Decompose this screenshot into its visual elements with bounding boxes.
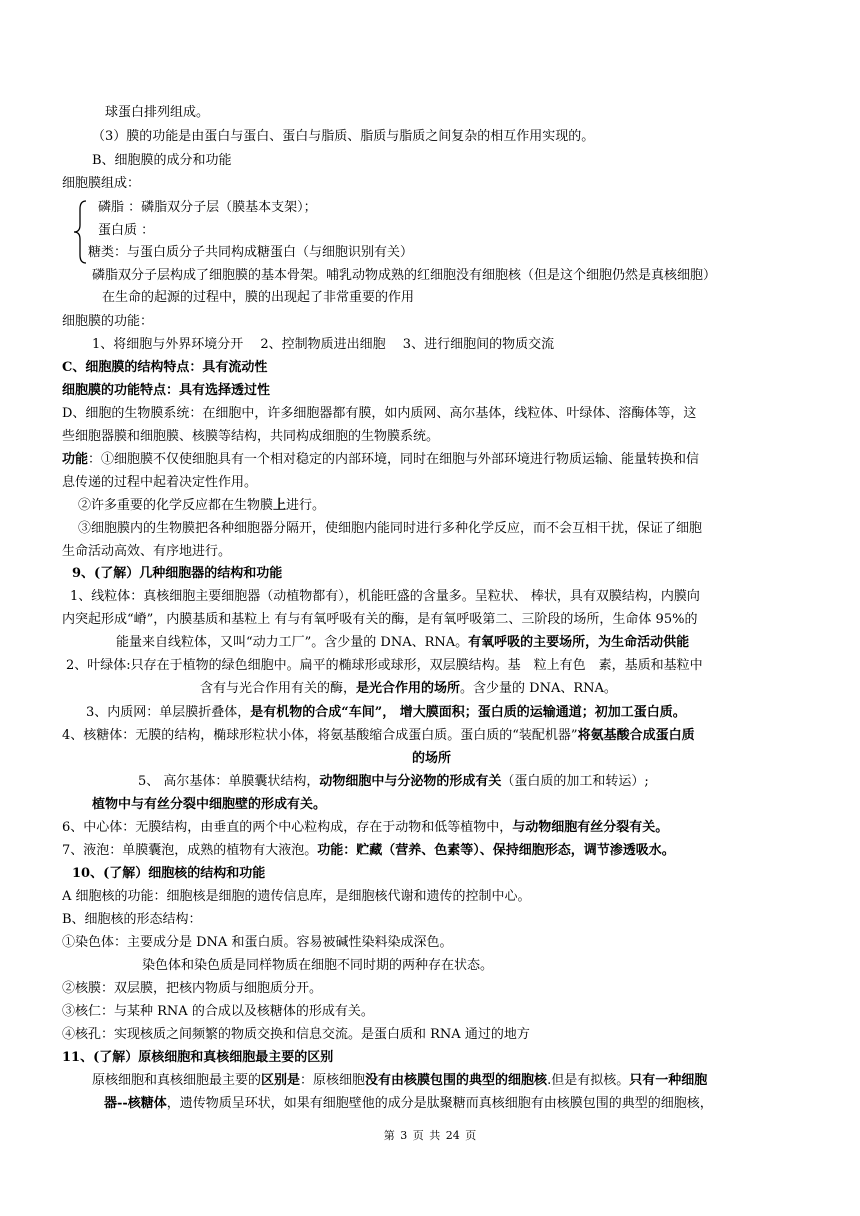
text-span: 原核细胞和真核细胞最主要的 bbox=[92, 1073, 262, 1088]
text-span: ：原核细胞 bbox=[300, 1073, 366, 1088]
text-line: 蛋白质 ： bbox=[98, 223, 155, 238]
text-line: 糖类：与蛋白质分子共同构成糖蛋白（与细胞识别有关） bbox=[88, 245, 414, 260]
text-span: 进行。 bbox=[286, 498, 326, 513]
text-line: 细胞膜的功能： bbox=[62, 314, 154, 329]
section-heading: 11、(了解）原核细胞和真核细胞最主要的区别 bbox=[62, 1050, 334, 1065]
text-line: 1、线粒体：真核细胞主要细胞器（动植物都有），机能旺盛的含量多。呈粒状、 棒状，具有双膜结构，内膜向 bbox=[70, 589, 700, 604]
left-brace-icon bbox=[72, 199, 88, 265]
section-heading: 细胞膜的功能特点：具有选择透过性 bbox=[62, 383, 271, 398]
bold-span: 与动物细胞有丝分裂有关。 bbox=[512, 820, 669, 835]
text-line bbox=[62, 726, 695, 746]
text-line: ③核仁：与某种 RNA 的合成以及核糖体的形成有关。 bbox=[62, 1004, 374, 1019]
text-span: 6、中心体：无膜结构，由垂直的两个中心粒构成，存在于动物和低等植物中， bbox=[62, 820, 513, 835]
text-span: （蛋白质的加工和转运）; bbox=[501, 774, 649, 789]
text-line: 息传递的过程中起着决定性作用。 bbox=[62, 475, 258, 490]
text-line: A 细胞核的功能：细胞核是细胞的遗传信息库，是细胞核代谢和遗传的控制中心。 bbox=[62, 889, 531, 904]
text-line: ③细胞膜内的生物膜把各种细胞器分隔开，使细胞内能同时进行多种化学反应，而不会互相干扰，保证了细胞 bbox=[78, 521, 703, 536]
text-line: 球蛋白排列组成。 bbox=[105, 105, 210, 120]
section-heading: 10、(了解）细胞核的结构和功能 bbox=[72, 866, 266, 881]
text-line bbox=[138, 772, 649, 792]
text-line: ①染色体：主要成分是 DNA 和蛋白质。容易被碱性染料染成深色。 bbox=[62, 935, 453, 950]
text-line: 些细胞器膜和细胞膜、核膜等结构，共同构成细胞的生物膜系统。 bbox=[62, 429, 440, 444]
text-line: B、细胞核的形态结构： bbox=[62, 912, 202, 927]
text-line: B、细胞膜的成分和功能 bbox=[92, 153, 232, 168]
text-line bbox=[86, 703, 686, 723]
bold-span: 是光合作用的场所 bbox=[356, 681, 461, 696]
text-line: 磷脂 ：磷脂双分子层（膜基本支架）； bbox=[98, 200, 317, 215]
text-span: 3、内质网：单层膜折叠体， bbox=[86, 705, 251, 720]
text-span: 。含少量的 DNA、RNA。 bbox=[460, 681, 617, 696]
text-line: 磷脂双分子层构成了细胞膜的基本骨架。哺乳动物成熟的红细胞没有细胞核（但是这个细胞仍然是真核细胞） bbox=[92, 268, 717, 283]
text-line: 2、叶绿体:只存在于植物的绿色细胞中。扁平的椭球形或球形，双层膜结构。基 粒上有色 素，基质和基粒中 bbox=[66, 658, 703, 673]
text-span: ②许多重要的化学反应都在生物膜 bbox=[78, 498, 274, 513]
text-line: 细胞膜组成： bbox=[62, 176, 141, 191]
text-line: 的场所 bbox=[412, 751, 452, 766]
text-line: ④核孔：实现核质之间频繁的物质交换和信息交流。是蛋白质和 RNA 通过的地方 bbox=[62, 1027, 530, 1042]
bold-span: 是有机物的合成“车间”， 增大膜面积；蛋白质的运输通道；初加工蛋白质。 bbox=[250, 705, 686, 720]
bold-span: 功能：贮藏（营养、色素等）、保持细胞形态，调节渗透吸水。 bbox=[317, 843, 675, 858]
text-span: 7、液泡：单膜囊泡，成熟的植物有大液泡。 bbox=[62, 843, 318, 858]
text-line: D、细胞的生物膜系统：在细胞中，许多细胞器都有膜，如内质网、高尔基体，线粒体、叶绿体、溶酶体等，这 bbox=[62, 406, 697, 421]
bold-span: 器--核糖体 bbox=[104, 1096, 167, 1111]
text-line bbox=[104, 1094, 713, 1114]
bold-span: 动物细胞中与分泌物的形成有关 bbox=[319, 774, 502, 789]
text-span: .但是有拟核。 bbox=[547, 1073, 630, 1088]
text-line bbox=[92, 1071, 707, 1091]
text-line bbox=[78, 496, 325, 516]
bold-span: 没有由核膜包围的典型的细胞核 bbox=[365, 1073, 548, 1088]
text-line: 在生命的起源的过程中，膜的出现起了非常重要的作用 bbox=[102, 290, 415, 305]
section-heading: 9、(了解）几种细胞器的结构和功能 bbox=[72, 566, 283, 581]
text-line bbox=[116, 633, 689, 653]
text-span: 4、核糖体：无膜的结构，椭球形粒状小体，将氨基酸缩合成蛋白质。蛋白质的“装配机器” bbox=[62, 728, 578, 743]
section-heading: C、细胞膜的结构特点：具有流动性 bbox=[62, 360, 268, 375]
total-page-number: 24 bbox=[445, 1129, 460, 1142]
bold-label: 功能 bbox=[62, 452, 89, 467]
text-span: ，遗传物质呈环状，如果有细胞壁他的成分是肽聚糖而真核细胞有由核膜包围的典型的细胞核， bbox=[166, 1096, 713, 1111]
text-line bbox=[200, 679, 617, 699]
text-line: （3）膜的功能是由蛋白与蛋白、蛋白与脂质、脂质与脂质之间复杂的相互作用实现的。 bbox=[92, 129, 595, 144]
text-line: 染色体和染色质是同样物质在细胞不同时期的两种存在状态。 bbox=[142, 958, 494, 973]
text-line: ②核膜：双层膜，把核内物质与细胞质分开。 bbox=[62, 981, 323, 996]
text-span: 5、 高尔基体：单膜囊状结构， bbox=[138, 774, 320, 789]
footer-text: 第 bbox=[383, 1129, 395, 1142]
bold-span: 将氨基酸合成蛋白质 bbox=[577, 728, 695, 743]
text-span: ：①细胞膜不仅使细胞具有一个相对稳定的内部环境，同时在细胞与外部环境进行物质运输、能量转换和信 bbox=[88, 452, 700, 467]
text-span: 含有与光合作用有关的酶， bbox=[200, 681, 357, 696]
text-line: 内突起形成“嵴”，内膜基质和基粒上 有与有氧呼吸有关的酶，是有氧呼吸第二、三阶段的场所，生命体 95%的 bbox=[62, 612, 698, 627]
text-line bbox=[62, 818, 668, 838]
text-line: 生命活动高效、有序地进行。 bbox=[62, 544, 232, 559]
footer-text: 页 bbox=[465, 1129, 477, 1142]
text-line bbox=[62, 841, 675, 861]
bold-span: 区别是 bbox=[261, 1073, 301, 1088]
text-line: 1、将细胞与外界环境分开 2、控制物质进出细胞 3、进行细胞间的物质交流 bbox=[92, 337, 555, 352]
current-page-number: 3 bbox=[400, 1129, 408, 1142]
bold-span: 上 bbox=[273, 498, 287, 513]
page-footer bbox=[0, 1128, 860, 1144]
text-span: 能量来自线粒体，又叫“动力工厂”。含少量的 DNA、RNA。 bbox=[116, 635, 469, 650]
bold-span: 有氧呼吸的主要场所，为生命活动供能 bbox=[468, 635, 690, 650]
text-line: 植物中与有丝分裂中细胞壁的形成有关。 bbox=[92, 797, 327, 812]
bold-span: 只有一种细胞 bbox=[629, 1073, 708, 1088]
text-line bbox=[62, 450, 699, 470]
footer-text: 共 bbox=[429, 1129, 441, 1142]
footer-text: 页 bbox=[412, 1129, 424, 1142]
